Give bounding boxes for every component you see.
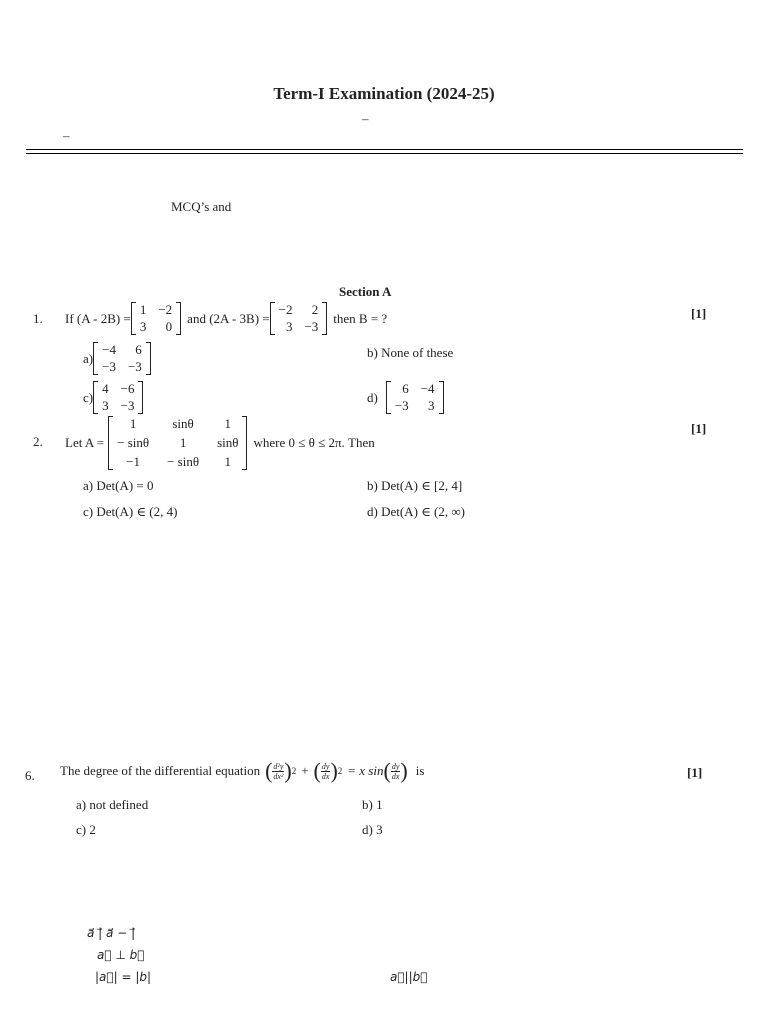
q6-option-a[interactable]: a) not defined: [76, 797, 149, 812]
q1-option-a[interactable]: a) −4 6 −3 −3: [83, 342, 151, 375]
q6-stem: The degree of the differential equation ( $\frac{\text{d²y}}{\text{dx²}}$ ) 2 + ( $\frac{dy}{dx}$ ) 2 = x sin ( $\frac{dy}{dx}$ ) is: [60, 758, 425, 783]
q1-option-a-matrix: −4 6 −3 −3: [93, 342, 151, 375]
q2-option-c[interactable]: c) Det(A) ∈ (2, 4): [83, 504, 178, 519]
q1-number: 1.: [33, 311, 43, 326]
q6-marks: [1]: [687, 765, 703, 780]
exam-title: Term-I Examination (2024-25): [273, 84, 495, 103]
q1-stem: [65, 302, 387, 335]
q1-prefix: If (A - 2B) =: [65, 310, 131, 326]
q1-mid: and (2A - 3B) =: [187, 310, 270, 326]
q2-stem: [65, 416, 375, 470]
q2-prefix: Let A =: [65, 435, 105, 450]
fragment-line-1: a⃗ |⃗ a⃗ − |⃗: [87, 926, 136, 940]
q2-option-b[interactable]: b) Det(A) ∈ [2, 4]: [367, 478, 463, 493]
q6-frac-dy-dx: $\frac{dy}{dx}$: [321, 761, 330, 781]
header-dash-left: –: [63, 128, 70, 143]
q1-option-d[interactable]: d) 6 −4 −3 3: [367, 381, 444, 414]
section-a-heading: Section A: [339, 284, 392, 299]
q6-frac-d2y-dx2: $\frac{\text{d²y}}{\text{dx²}}$: [273, 761, 284, 781]
q2-suffix: where 0 ≤ θ ≤ 2π. Then: [253, 435, 375, 450]
header-dash-center: –: [362, 111, 369, 126]
q1-suffix: then B = ?: [333, 310, 388, 326]
q6-number: 6.: [25, 768, 35, 783]
fragment-line-2: a⃞ ⊥ b⃞: [97, 948, 145, 962]
q1-matrix-2: −2 2 3 −3: [270, 302, 328, 335]
fragment-line-3: |a⃞| = |b|: [95, 970, 152, 984]
q1-matrix-1: 1 −2 3 0: [131, 302, 181, 335]
q1-option-c-matrix: 4 −6 3 −3: [93, 381, 143, 414]
q1-option-d-matrix: 6 −4 −3 3: [386, 381, 444, 414]
q6-option-c[interactable]: c) 2: [76, 822, 96, 837]
intro-text: MCQ’s and: [171, 199, 232, 214]
q6-text: The degree of the differential equation: [60, 763, 261, 778]
q2-option-a[interactable]: a) Det(A) = 0: [83, 478, 154, 493]
fragment-right: a⃞||b⃞: [390, 970, 428, 984]
header-rule-top: [26, 149, 743, 150]
q1-option-c[interactable]: c) 4 −6 3 −3: [83, 381, 143, 414]
q2-option-d[interactable]: d) Det(A) ∈ (2, ∞): [367, 504, 465, 519]
q6-option-b[interactable]: b) 1: [362, 797, 383, 812]
header-rule-bottom: [26, 153, 743, 154]
q2-number: 2.: [33, 434, 43, 449]
q6-frac-dy-dx-2: $\frac{dy}{dx}$: [391, 761, 400, 781]
q2-marks: [1]: [691, 421, 707, 436]
q2-matrix: 1 sinθ 1 − sinθ 1 sinθ −1 − sinθ 1: [108, 416, 247, 470]
q1-marks: [1]: [691, 306, 707, 321]
q6-option-d[interactable]: d) 3: [362, 822, 383, 837]
q1-option-b[interactable]: b) None of these: [367, 345, 454, 360]
